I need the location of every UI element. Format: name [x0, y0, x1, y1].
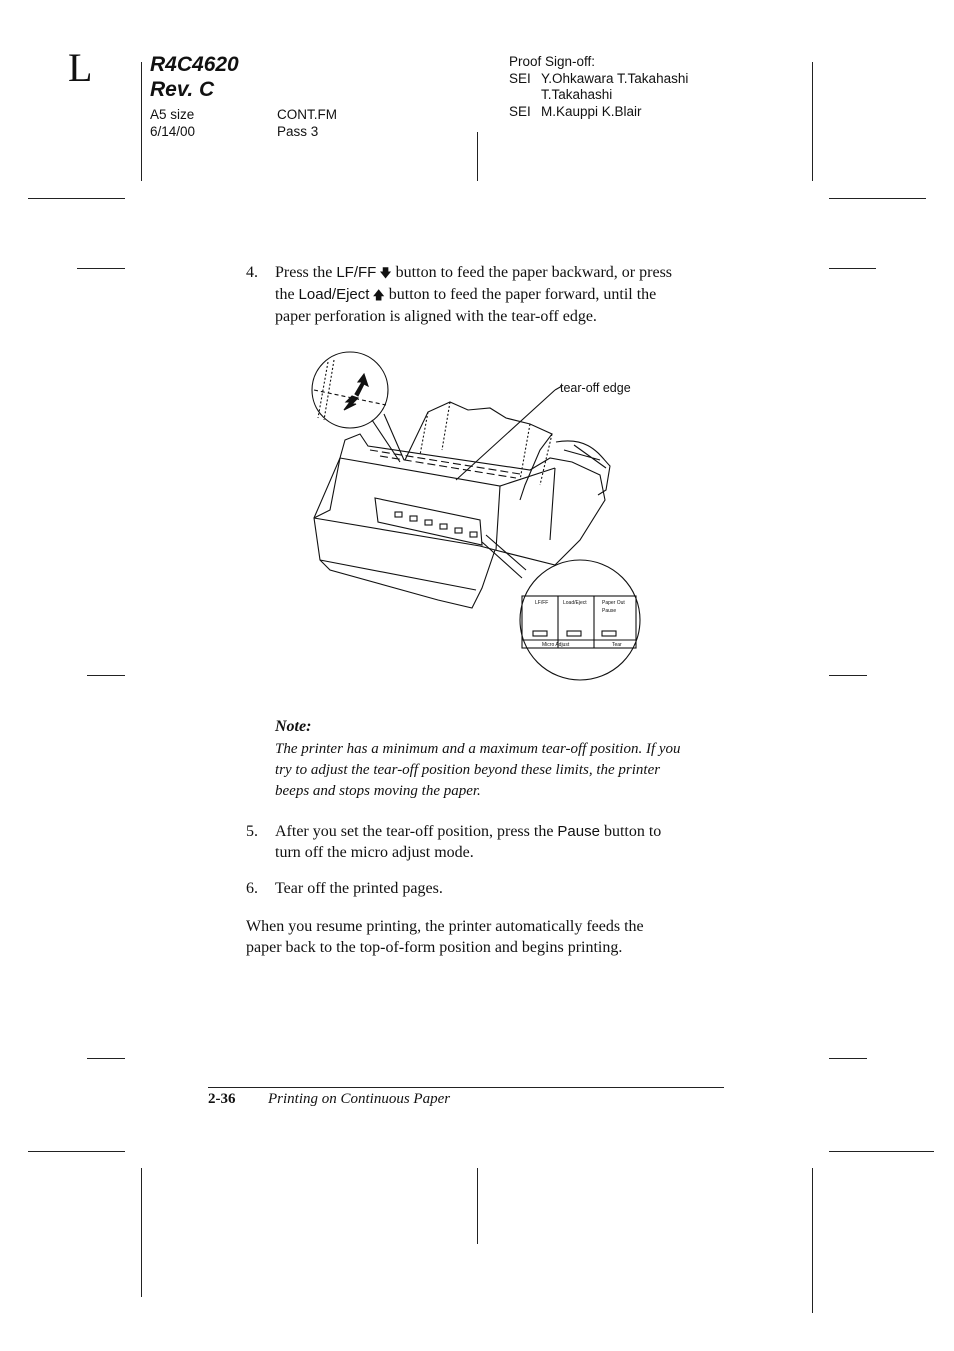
down-arrow-icon [344, 396, 358, 410]
text-run: button to feed the paper forward, until the [384, 286, 657, 303]
magnified-control-panel [520, 560, 640, 680]
paragraph-line: paper back to the top-of-form position and begins printing. [246, 939, 623, 956]
note-body [275, 739, 745, 802]
proof-row [509, 71, 688, 88]
note-line: The printer has a minimum and a maximum tear-off position. If you [275, 741, 681, 757]
crop-mark [829, 1058, 867, 1059]
crop-mark [141, 1168, 142, 1297]
text-run: button to [599, 823, 662, 840]
text-run: Press the [275, 264, 337, 281]
date-label: 6/14/00 [150, 123, 196, 139]
crop-mark [829, 1151, 934, 1152]
proof-names: M.Kauppi K.Blair [541, 103, 642, 119]
panel-lf-label: LF/FF [535, 600, 549, 606]
note-title: Note: [275, 718, 312, 735]
crop-mark [477, 1168, 478, 1244]
pause-button-label: Pause [557, 823, 600, 840]
proof-row [509, 104, 688, 121]
step-line [275, 262, 735, 284]
page-number: 2-36 [208, 1091, 236, 1107]
panel-tear-label: Tear [612, 642, 622, 648]
pass-label: Pass 3 [277, 123, 319, 139]
crop-mark [477, 132, 478, 181]
corner-letter: L [68, 45, 93, 90]
paragraph-line: When you resume printing, the printer automatically feeds the [246, 918, 644, 935]
code: R4C4620 [150, 53, 239, 76]
file-info [277, 107, 337, 140]
proof-org [509, 87, 541, 104]
panel-micro-adjust-label: Micro Adjust [542, 642, 570, 648]
size-info [150, 107, 195, 140]
step-number: 4. [246, 264, 258, 281]
lf-ff-button-label: LF/FF [336, 264, 377, 281]
crop-mark [812, 62, 813, 181]
load-eject-button-label: Load/Eject [298, 286, 370, 303]
step-line: turn off the micro adjust mode. [275, 844, 474, 861]
crop-mark [77, 268, 125, 269]
crop-mark [829, 675, 867, 676]
crop-mark [87, 675, 125, 676]
panel-pause-label: Pause [602, 608, 617, 614]
closing-paragraph [246, 916, 736, 958]
note-line: try to adjust the tear-off position beyond these limits, the printer [275, 762, 661, 778]
step-6-text: Tear off the printed pages. [275, 880, 443, 897]
text-run: button to feed the paper backward, or press [391, 264, 673, 281]
document-code [150, 52, 239, 102]
tear-off-edge-callout: tear-off edge [560, 381, 631, 395]
step-number: 5. [246, 823, 258, 840]
size-label: A5 size [150, 107, 195, 122]
down-arrow-icon: 🡇 [376, 266, 392, 280]
proof-org: SEI [509, 103, 531, 119]
crop-mark [28, 1151, 125, 1152]
step-4-text [275, 262, 735, 327]
step-line: paper perforation is aligned with the tear-off edge. [275, 308, 597, 325]
up-arrow-icon [355, 374, 368, 396]
step-line [275, 821, 735, 842]
proof-names: T.Takahashi [541, 87, 613, 102]
crop-mark [28, 198, 125, 199]
proof-org: SEI [509, 70, 531, 86]
printer-illustration [300, 350, 645, 685]
text-run: After you set the tear-off position, press the [275, 823, 558, 840]
footer-rule [208, 1087, 724, 1088]
note-line: beeps and stops moving the paper. [275, 783, 481, 799]
crop-mark [829, 268, 876, 269]
step-5-text [275, 821, 735, 863]
panel-load-label: Load/Eject [563, 600, 587, 606]
proof-row [509, 87, 688, 104]
proof-signoff [509, 54, 688, 120]
revision: Rev. C [150, 78, 215, 101]
file-label: CONT.FM [277, 107, 337, 122]
step-line [275, 284, 735, 306]
up-arrow-icon: 🡅 [369, 288, 385, 302]
crop-mark [87, 1058, 125, 1059]
step-number: 6. [246, 880, 258, 897]
proof-names: Y.Ohkawara T.Takahashi [541, 70, 689, 86]
panel-paper-out-label: Paper Out [602, 600, 625, 606]
text-run: the [275, 286, 299, 303]
crop-mark [829, 198, 926, 199]
proof-label: Proof Sign-off: [509, 54, 596, 69]
crop-mark [812, 1168, 813, 1313]
section-title: Printing on Continuous Paper [268, 1091, 451, 1107]
crop-mark [141, 62, 142, 181]
